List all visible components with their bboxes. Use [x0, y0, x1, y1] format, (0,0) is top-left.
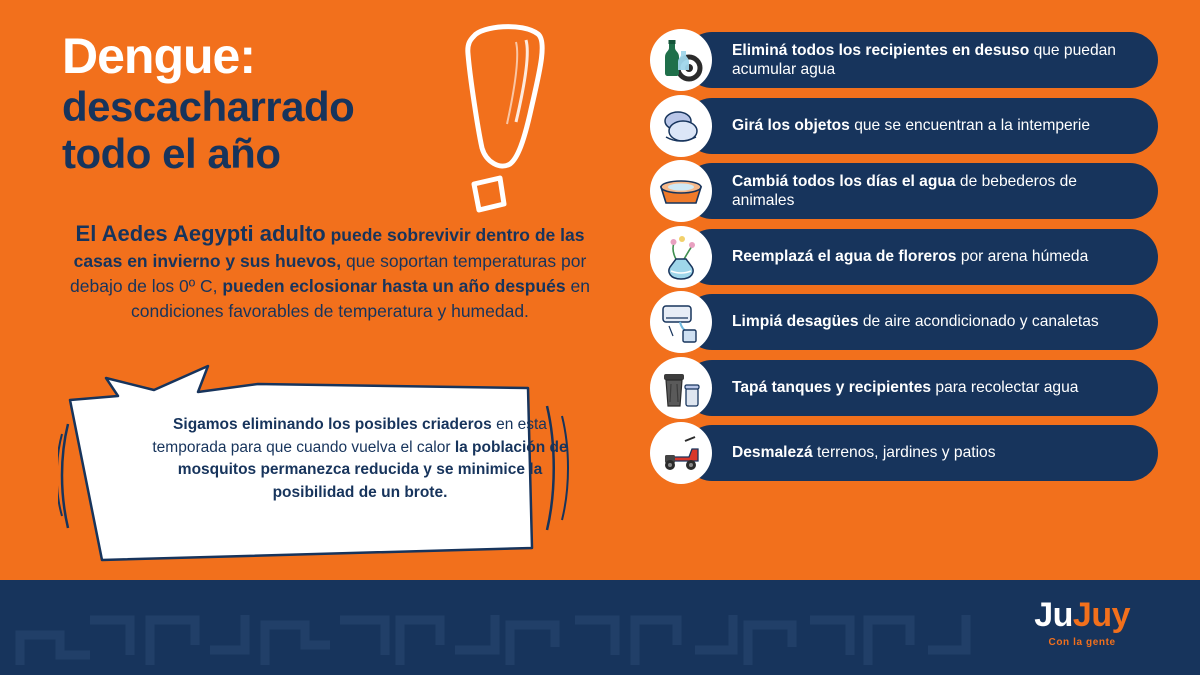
- lead-regular-1: que soportan temperaturas por debajo de los 0º C,: [70, 251, 587, 297]
- tip-item[interactable]: [650, 32, 1158, 88]
- callout-card: [58, 352, 578, 567]
- tip-bold-text: Cambiá todos los días el agua: [732, 172, 956, 190]
- callout-bold-2: la población de mosquitos permanezca reducida y se minimice la posibilidad de un brote.: [177, 438, 568, 501]
- tip-text: [732, 247, 1088, 266]
- tip-pill: [684, 229, 1158, 285]
- tip-text: [732, 312, 1099, 331]
- tip-bold-text: Limpiá desagües: [732, 313, 859, 331]
- callout-text: [150, 414, 570, 505]
- exclamation-mark-icon: [452, 18, 572, 218]
- logo-part1: Ju: [1034, 596, 1073, 634]
- lead-bold-1: puede sobrevivir dentro de las casas en invierno y sus huevos,: [73, 225, 585, 272]
- tip-rest-text: por arena húmeda: [960, 247, 1089, 265]
- logo-wordmark: [1034, 598, 1130, 632]
- tip-pill: [684, 32, 1158, 88]
- flower-vase-icon: [650, 226, 712, 288]
- tip-item[interactable]: [650, 425, 1158, 481]
- tip-text: [732, 378, 1078, 397]
- tip-text: [732, 116, 1090, 135]
- tip-rest-text: terrenos, jardines y patios: [816, 444, 996, 462]
- flip-objects-icon: [650, 95, 712, 157]
- tip-rest-text: de aire acondicionado y canaletas: [862, 313, 1099, 331]
- lead-strong-intro: El Aedes Aegypti adulto: [75, 221, 326, 246]
- tip-rest-text: que puedan acumular agua: [732, 41, 1116, 78]
- tip-item[interactable]: [650, 163, 1158, 219]
- tip-pill: [684, 425, 1158, 481]
- lead-bold-2: pueden eclosionar hasta un año después: [222, 276, 566, 297]
- tips-list: [650, 32, 1158, 491]
- tip-rest-text: que se encuentran a la intemperie: [854, 116, 1090, 134]
- tip-item[interactable]: [650, 294, 1158, 350]
- tip-rest-text: de bebederos de animales: [732, 172, 1077, 209]
- poster-title-line1: Dengue:: [62, 28, 255, 84]
- lead-paragraph: [60, 218, 600, 324]
- tip-item[interactable]: [650, 229, 1158, 285]
- tip-bold-text: Girá los objetos: [732, 116, 850, 134]
- jujuy-logo: [1034, 598, 1130, 648]
- air-conditioner-drain-icon: [650, 291, 712, 353]
- poster-title-line3: todo el año: [62, 129, 281, 177]
- tip-text: [732, 443, 996, 462]
- tip-item[interactable]: [650, 360, 1158, 416]
- logo-tagline: Con la gente: [1048, 637, 1116, 648]
- tip-rest-text: para recolectar agua: [935, 378, 1079, 396]
- tip-pill: [684, 294, 1158, 350]
- pet-water-bowl-icon: [650, 160, 712, 222]
- tip-pill: [684, 163, 1158, 219]
- bottles-and-tire-icon: [650, 29, 712, 91]
- callout-regular-1: en esta temporada para que cuando vuelva el calor: [152, 416, 547, 456]
- footer-pattern: [0, 580, 1200, 675]
- tip-text: [732, 41, 1142, 80]
- covered-trash-bin-icon: [650, 357, 712, 419]
- tip-bold-text: Reemplazá el agua de floreros: [732, 247, 957, 265]
- footer-bar: [0, 580, 1200, 675]
- left-content-column: [0, 0, 640, 580]
- tip-bold-text: Tapá tanques y recipientes: [732, 378, 932, 396]
- title-block: [62, 30, 462, 177]
- tip-pill: [684, 98, 1158, 154]
- tip-bold-text: Eliminá todos los recipientes en desuso: [732, 41, 1030, 59]
- callout-bold-1: Sigamos eliminando los posibles criaderos: [173, 416, 492, 433]
- lead-regular-2: en condiciones favorables de temperatura y humedad.: [131, 276, 590, 321]
- lawn-mower-icon: [650, 422, 712, 484]
- tip-pill: [684, 360, 1158, 416]
- tip-bold-text: Desmalezá: [732, 444, 813, 462]
- logo-part2: Juy: [1072, 596, 1130, 634]
- tip-text: [732, 172, 1142, 211]
- poster-title-line2: descacharrado: [62, 82, 355, 130]
- tip-item[interactable]: [650, 98, 1158, 154]
